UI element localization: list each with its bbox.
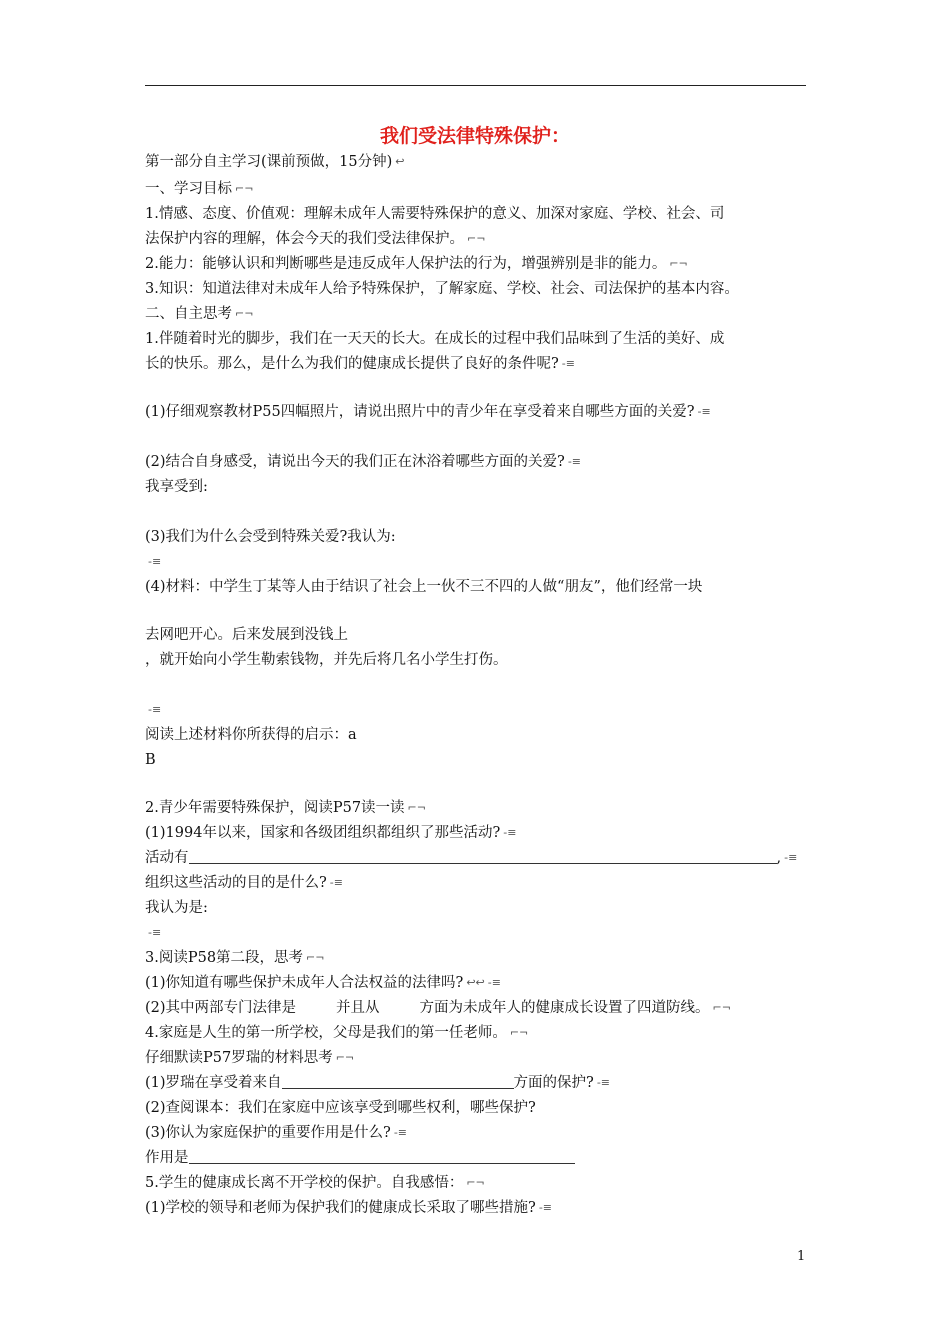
tilde-mark-icon: -≡ xyxy=(148,555,162,568)
answer-blank[interactable] xyxy=(282,1074,514,1089)
question-line: (1)学校的领导和老师为保护我们的健康成长采取了哪些措施? -≡ xyxy=(145,1200,552,1216)
question-line: 组织这些活动的目的是什么? -≡ xyxy=(145,875,343,891)
text-line: 阅读上述材料你所获得的启示：a xyxy=(145,727,357,743)
bracket-mark-icon: ⌐¬ xyxy=(306,951,325,964)
return-mark-icon: ↩ xyxy=(395,155,405,168)
tilde-mark-icon: -≡ xyxy=(503,826,517,839)
answer-prompt: 我认为是: xyxy=(145,900,208,916)
section-item: 3.阅读P58第二段，思考 ⌐¬ xyxy=(145,950,325,966)
text-line: (4)材料：中学生丁某等人由于结识了社会上一伙不三不四的人做“朋友”，他们经常一块 xyxy=(145,579,703,595)
tilde-mark-icon: -≡ xyxy=(561,357,575,370)
bracket-mark-icon: ⌐¬ xyxy=(712,1001,731,1014)
answer-blank[interactable] xyxy=(189,849,777,864)
question-line: (1)你知道有哪些保护未成年人合法权益的法律吗? ↩↩ -≡ xyxy=(145,975,501,991)
fill-in-line: 作用是 xyxy=(145,1149,575,1167)
question-line: (3)我们为什么会受到特殊关爱?我认为: xyxy=(145,529,396,545)
tilde-mark-icon: -≡ xyxy=(784,851,798,864)
fill-in-line: 活动有 , -≡ xyxy=(145,850,798,866)
return-mark-icon: ↩↩ xyxy=(466,976,485,989)
text-line: 仔细默读P57罗瑞的材料思考 ⌐¬ xyxy=(145,1050,355,1066)
text-line: 去网吧开心。后来发展到没钱上 xyxy=(145,627,348,643)
text-line xyxy=(145,701,161,719)
tilde-mark-icon: -≡ xyxy=(596,1076,611,1089)
bracket-mark-icon: ⌐¬ xyxy=(466,1176,485,1189)
question-line: (2)查阅课本：我们在家庭中应该享受到哪些权利，哪些保护? xyxy=(145,1100,536,1116)
bracket-mark-icon: ⌐¬ xyxy=(235,307,254,320)
bracket-mark-icon: ⌐¬ xyxy=(335,1051,355,1064)
bracket-mark-icon: ⌐¬ xyxy=(509,1026,529,1039)
bracket-mark-icon: ⌐¬ xyxy=(467,232,486,245)
answer-blank[interactable] xyxy=(189,1149,575,1164)
tilde-mark-icon: -≡ xyxy=(567,455,581,468)
tilde-mark-icon: -≡ xyxy=(393,1126,407,1139)
document-title: 我们受法律特殊保护： xyxy=(379,125,570,147)
text-line xyxy=(145,924,161,942)
header-rule xyxy=(145,85,806,86)
subheading: 二、自主思考 ⌐¬ xyxy=(145,306,254,322)
section-item: 5.学生的健康成长离不开学校的保护。自我感悟： ⌐¬ xyxy=(145,1175,485,1191)
fill-in-line: (2)其中两部专门法律是 并且从 方面为未成年人的健康成长设置了四道防线。 ⌐¬ xyxy=(145,1000,731,1016)
text-line: 长的快乐。那么，是什么为我们的健康成长提供了良好的条件呢? -≡ xyxy=(145,356,575,372)
text-line xyxy=(145,553,161,571)
bracket-mark-icon: ⌐¬ xyxy=(669,257,688,270)
text-line: 2.能力：能够认识和判断哪些是违反成年人保护法的行为，增强辨别是非的能力。 ⌐¬ xyxy=(145,256,688,272)
question-line: (2)结合自身感受，请说出今天的我们正在沐浴着哪些方面的关爱? -≡ xyxy=(145,454,581,470)
bracket-mark-icon: ⌐¬ xyxy=(407,801,426,814)
fill-in-line: (1)罗瑞在享受着来自 方面的保护? -≡ xyxy=(145,1075,611,1091)
text-line: 1.伴随着时光的脚步，我们在一天天的长大。在成长的过程中我们品味到了生活的美好、成 xyxy=(145,331,725,347)
question-line: (1)1994年以来，国家和各级团组织都组织了那些活动? -≡ xyxy=(145,825,517,841)
text-line: B xyxy=(145,752,156,768)
tilde-mark-icon: -≡ xyxy=(329,876,343,889)
text-line: 法保护内容的理解，体会今天的我们受法律保护。 ⌐¬ xyxy=(145,231,486,247)
text-line: 1.情感、态度、价值观：理解未成年人需要特殊保护的意义、加深对家庭、学校、社会、司 xyxy=(145,206,725,222)
tilde-mark-icon: -≡ xyxy=(148,703,162,716)
section-item: 2.青少年需要特殊保护，阅读P57读一读 ⌐¬ xyxy=(145,800,426,816)
question-line: (3)你认为家庭保护的重要作用是什么? -≡ xyxy=(145,1125,407,1141)
text-line: 3.知识：知道法律对未成年人给予特殊保护，了解家庭、学校、社会、司法保护的基本内容。 xyxy=(145,281,739,297)
page-number: 1 xyxy=(797,1249,806,1264)
section-item: 4.家庭是人生的第一所学校，父母是我们的第一任老师。 ⌐¬ xyxy=(145,1025,529,1041)
tilde-mark-icon: -≡ xyxy=(148,926,162,939)
tilde-mark-icon: -≡ xyxy=(538,1201,552,1214)
question-line: (1)仔细观察教材P55四幅照片，请说出照片中的青少年在享受着来自哪些方面的关爱? -≡ xyxy=(145,404,711,420)
tilde-mark-icon: -≡ xyxy=(487,976,501,989)
answer-prompt: 我享受到: xyxy=(145,479,208,495)
bracket-mark-icon: ⌐¬ xyxy=(235,182,254,195)
text-line: ，就开始向小学生勒索钱物，并先后将几名小学生打伤。 xyxy=(145,652,508,668)
tilde-mark-icon: -≡ xyxy=(697,405,711,418)
section-heading: 第一部分自主学习(课前预做，15分钟) ↩ xyxy=(145,154,405,170)
subheading: 一、学习目标 ⌐¬ xyxy=(145,181,254,197)
